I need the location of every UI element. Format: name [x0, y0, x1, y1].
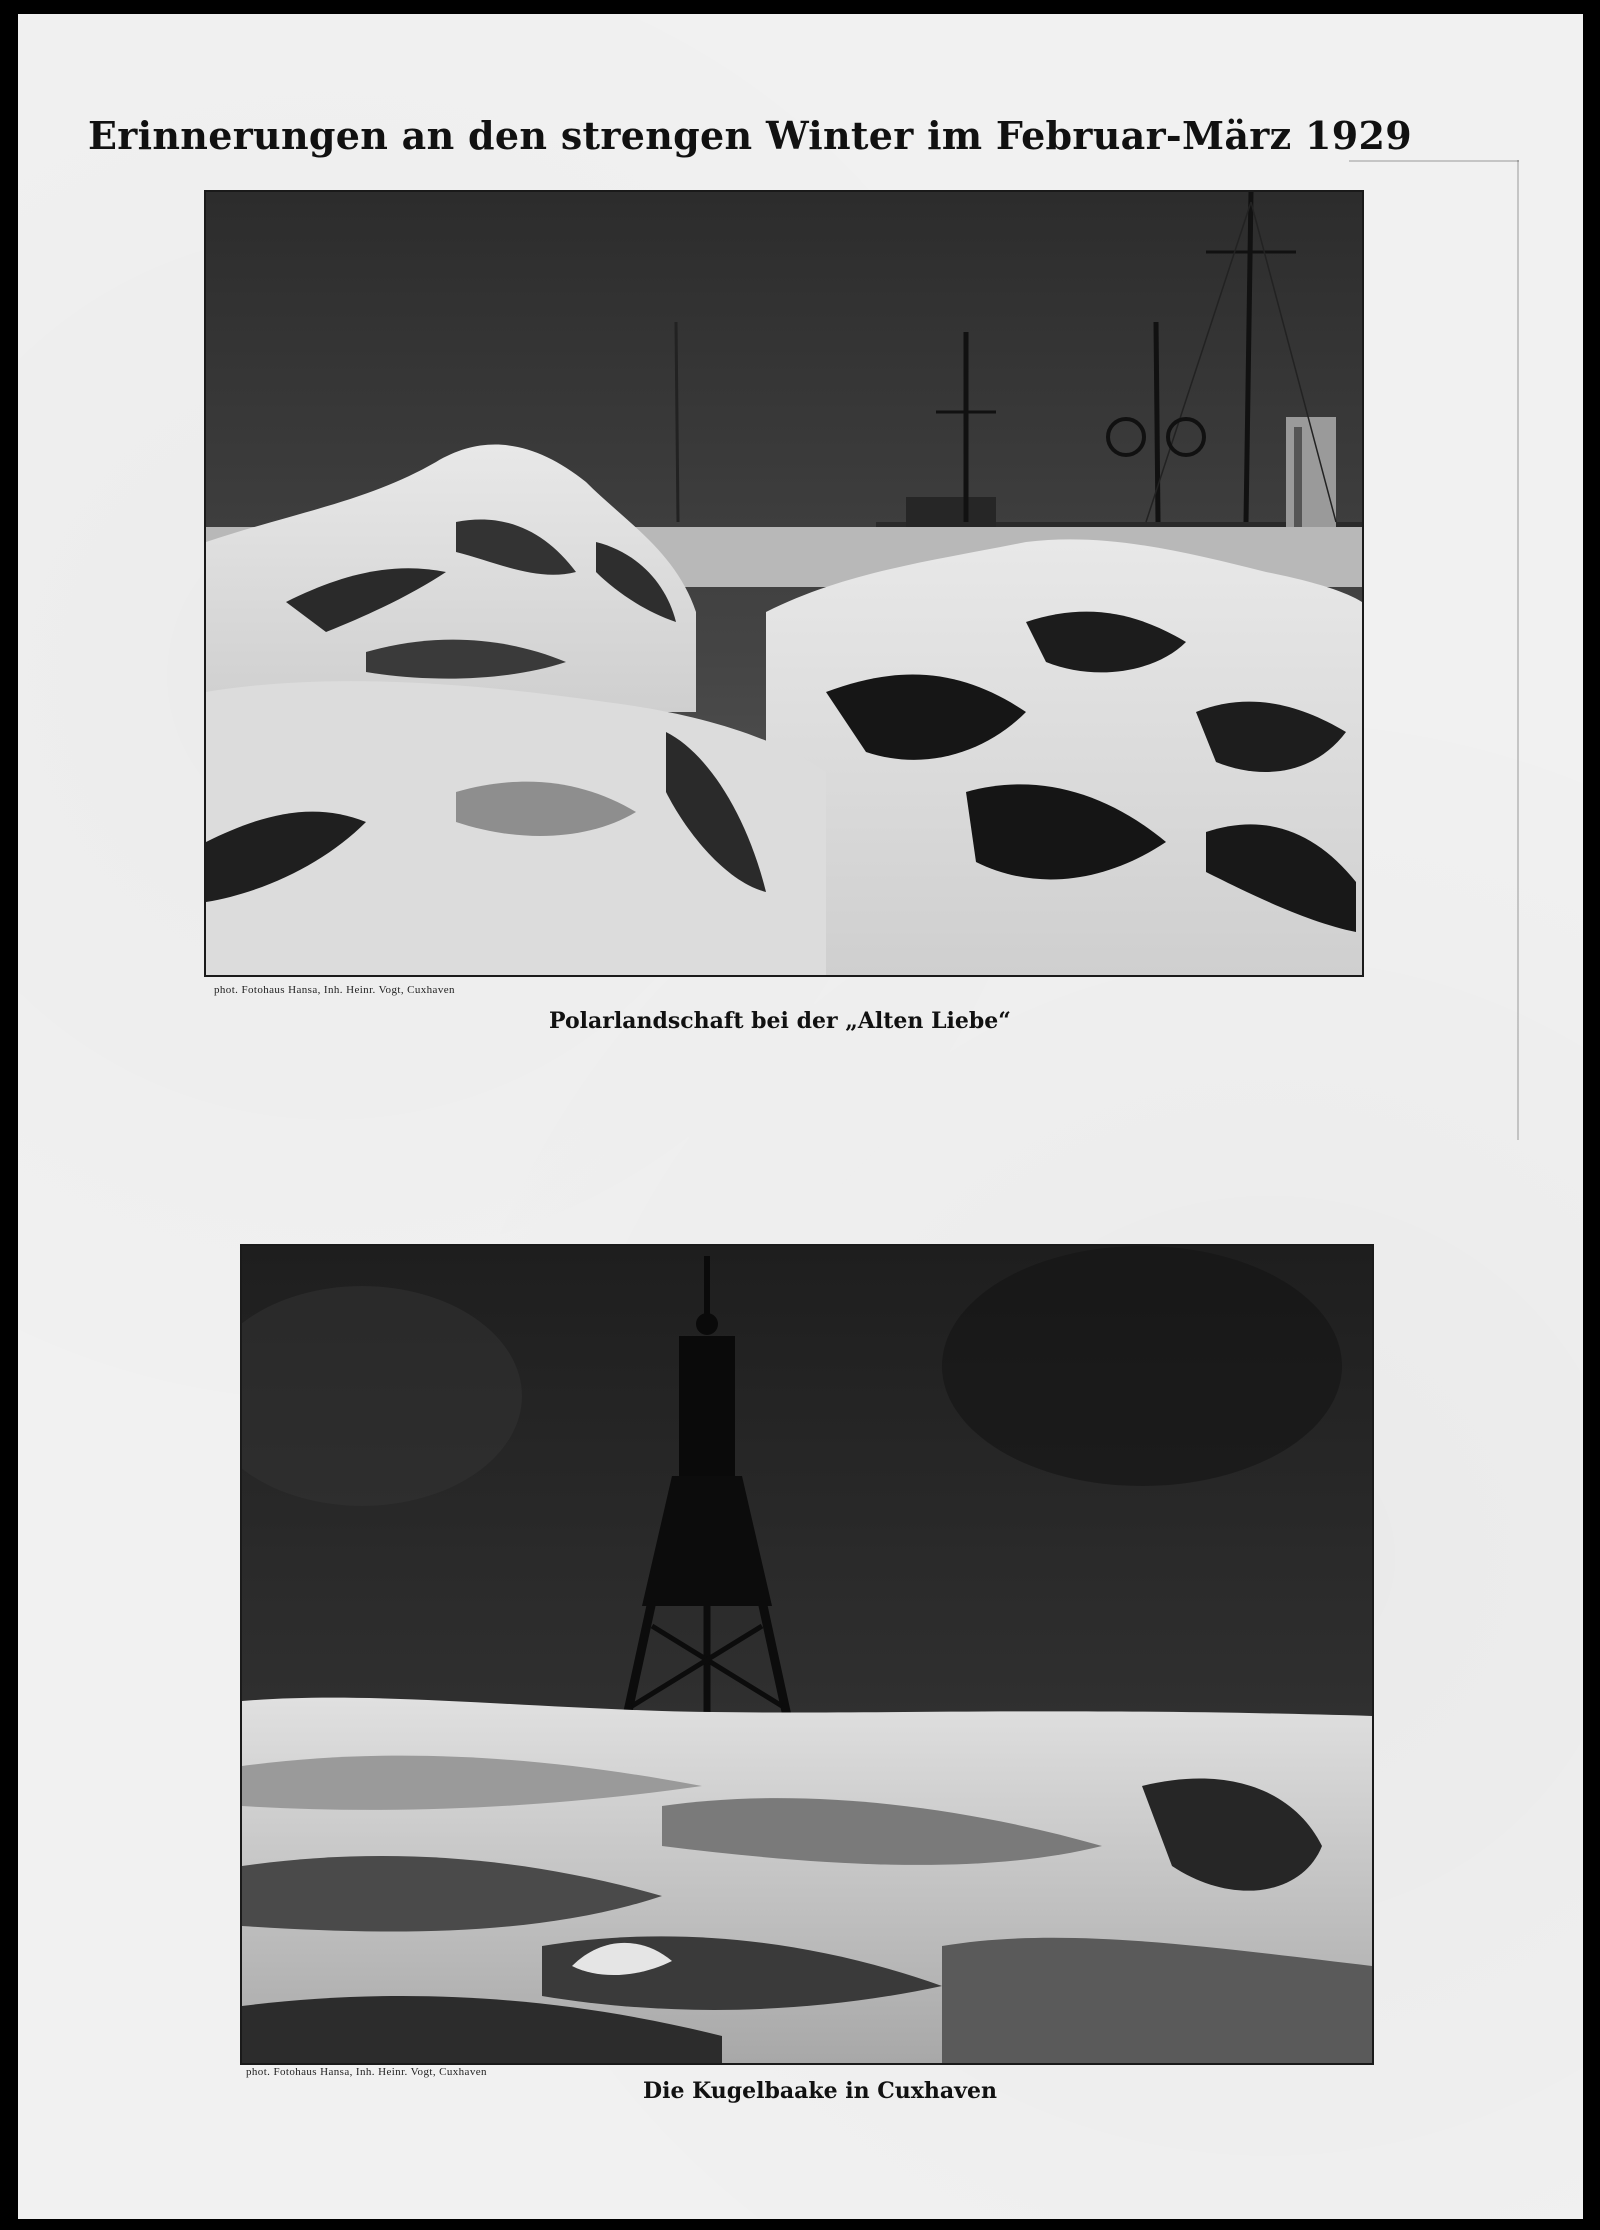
photo-caption-1: Polarlandschaft bei der „Alten Liebe“ [549, 1008, 1011, 1034]
photo-kugelbaake-image [242, 1246, 1372, 2063]
photo-polar-landscape-image [206, 192, 1362, 975]
photo-polar-landscape [204, 190, 1364, 977]
photo-kugelbaake [240, 1244, 1374, 2065]
photo-credit-2: phot. Fotohaus Hansa, Inh. Heinr. Vogt, Cuxhaven [246, 2066, 487, 2078]
page-title: Erinnerungen an den strengen Winter im Februar-März 1929 [88, 113, 1412, 158]
photo-credit-1: phot. Fotohaus Hansa, Inh. Heinr. Vogt, Cuxhaven [214, 984, 455, 996]
page-edge-line-right [1517, 160, 1519, 1140]
page-edge-line-top [1349, 160, 1519, 162]
photo-caption-2: Die Kugelbaake in Cuxhaven [643, 2078, 997, 2104]
